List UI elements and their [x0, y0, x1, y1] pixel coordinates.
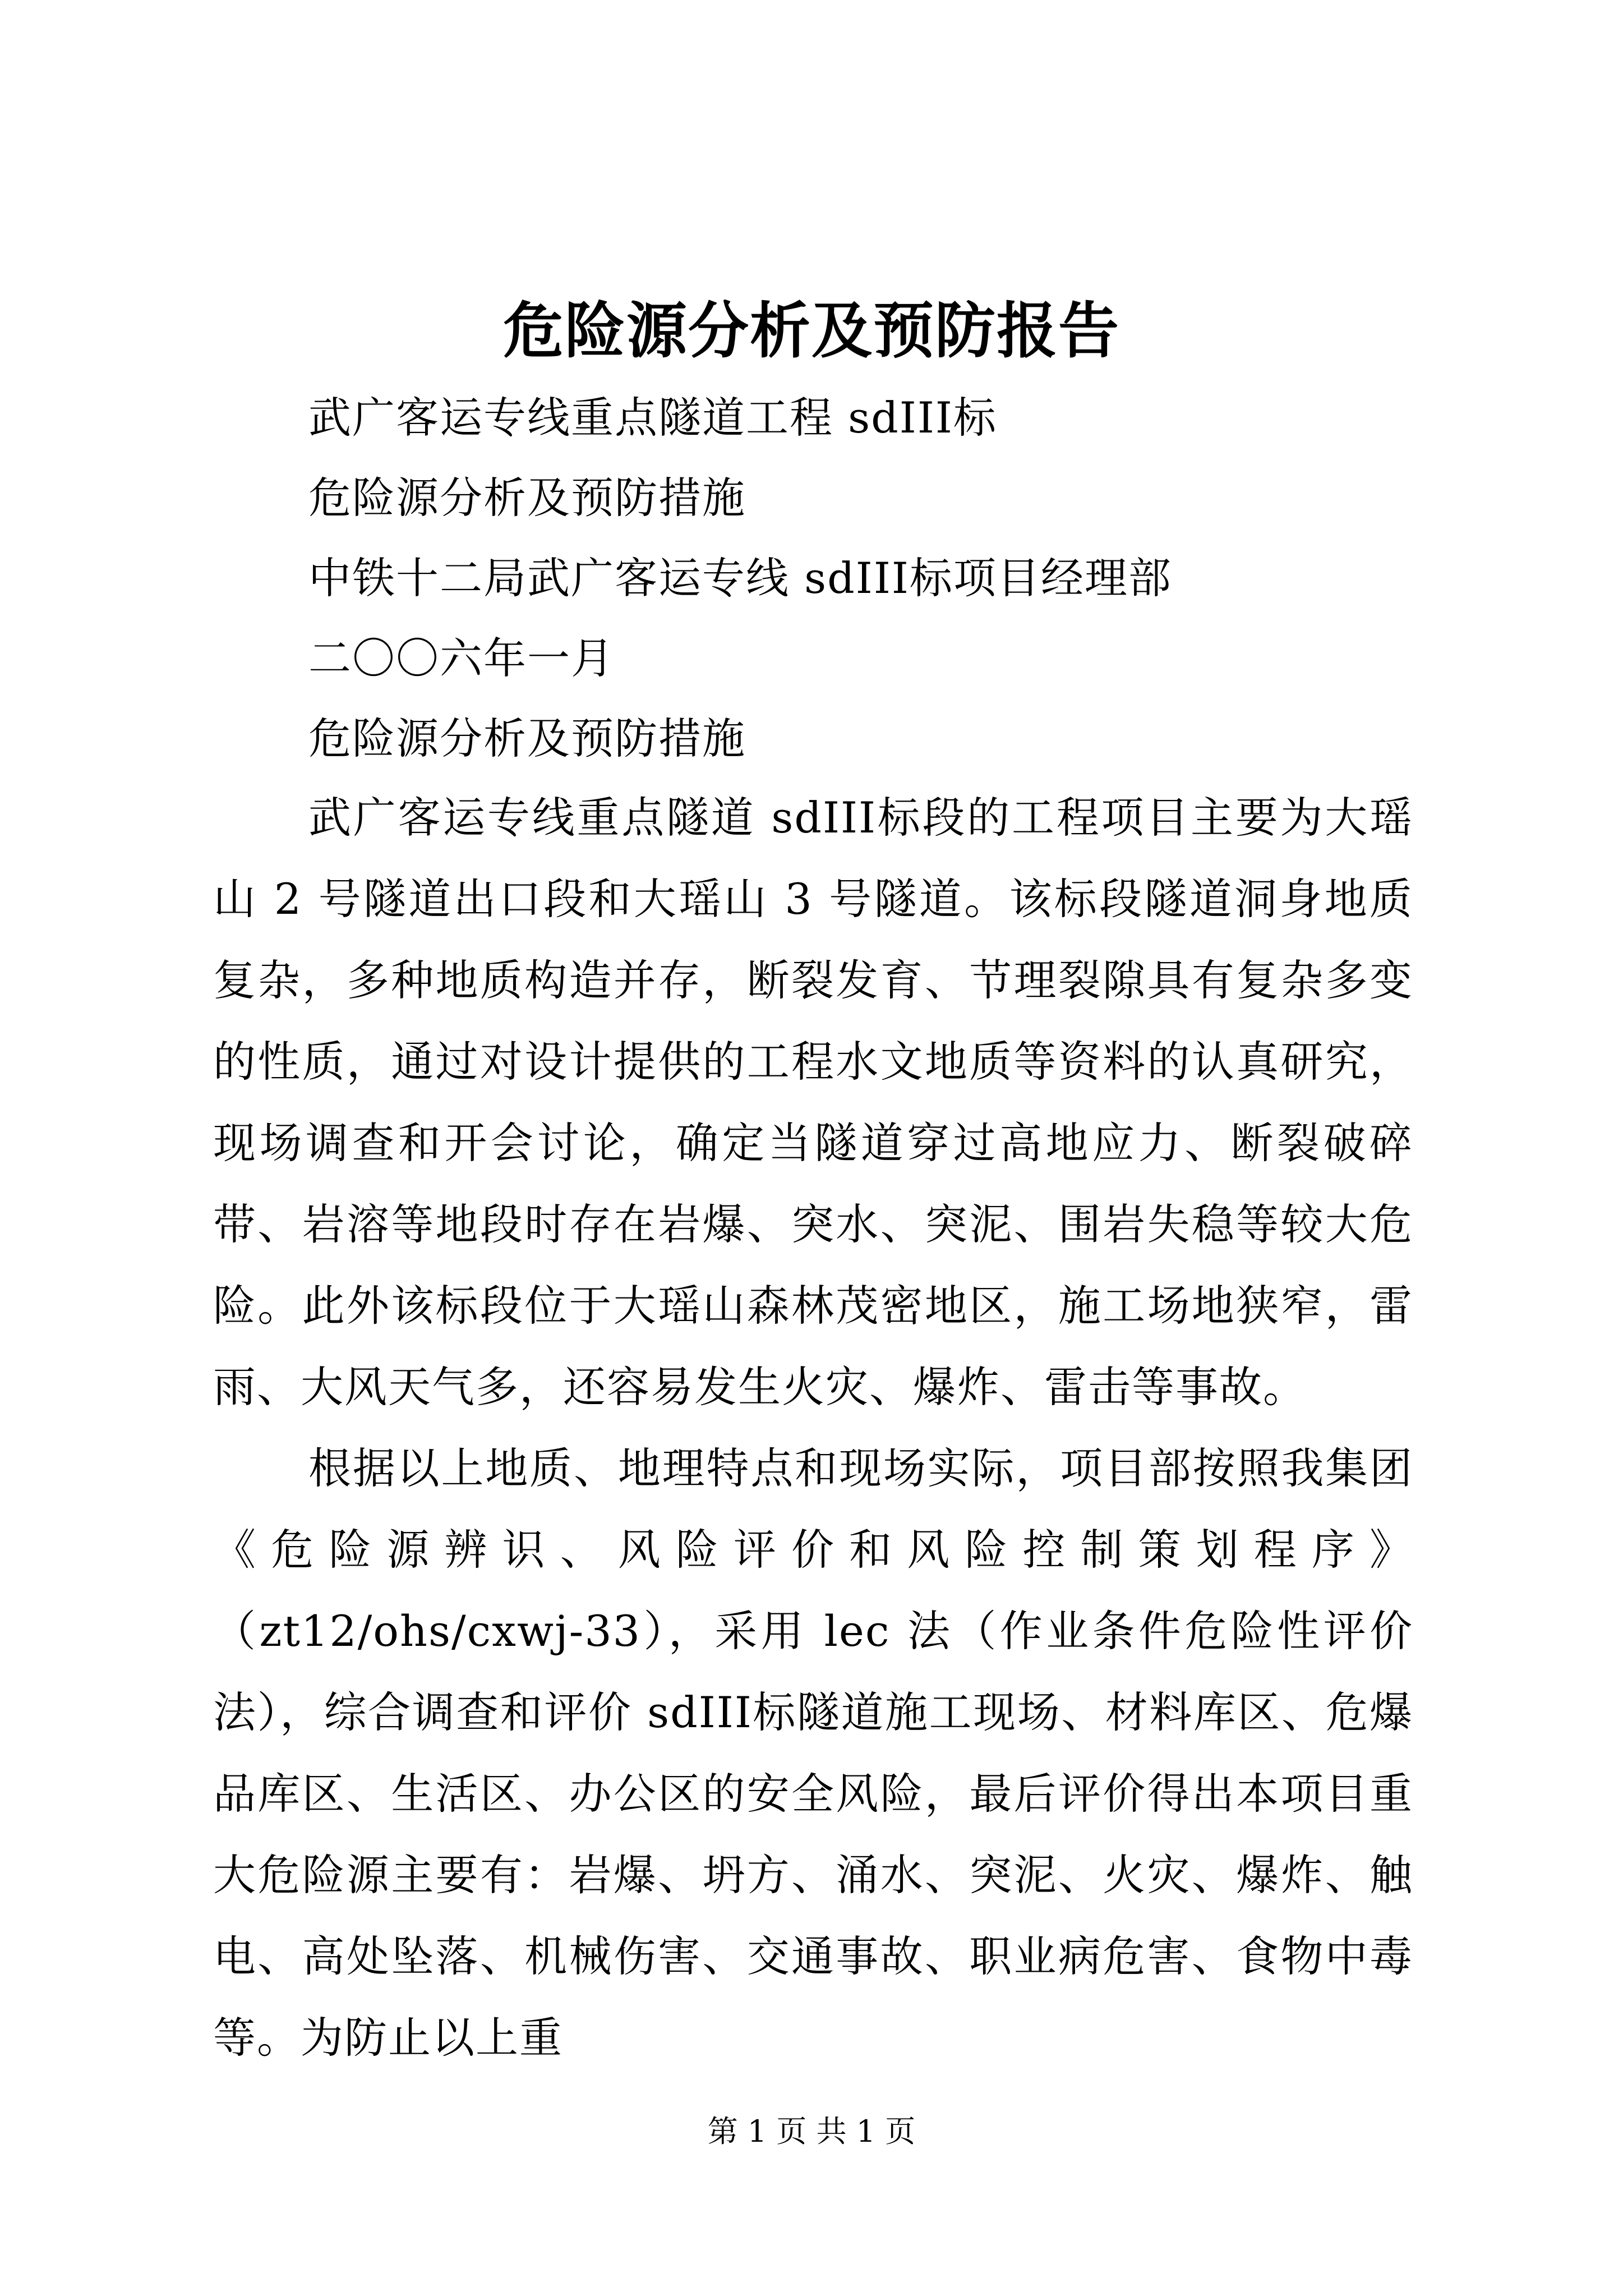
page-number: 第 1 页 共 1 页 — [707, 2114, 916, 2149]
body-paragraph: 根据以上地质、地理特点和现场实际，项目部按照我集团《危险源辨识、风险评价和风险控制策划程序》（zt12/ohs/cxwj-33），采用 lec 法（作业条件危险性评价法），综合调查和评价 sdIII标隧道施工现场、材料库区、危爆品库区、生活区、办公区的安全风险，最后评价得出本项目重大危险源主要有：岩爆、坍方、涌水、突泥、火灾、爆炸、触电、高处坠落、机械伤害、交通事故、职业病危害、食物中毒等。为防止以上重 — [213, 1443, 1413, 2063]
body-paragraph: 武广客运专线重点隧道 sdIII标段的工程项目主要为大瑶山 2 号隧道出口段和大瑶山 3 号隧道。该标段隧道洞身地质复杂，多种地质构造并存，断裂发育、节理裂隙具有复杂多变的性质，通过对设计提供的工程水文地质等资料的认真研究，现场调查和开会讨论，确定当隧道穿过高地应力、断裂破碎带、岩溶等地段时存在岩爆、突水、突泥、围岩失稳等较大危险。此外该标段位于大瑶山森林茂密地区，施工场地狭窄，雷雨、大风天气多，还容易发生火灾、爆炸、雷击等事故。 — [213, 793, 1413, 1412]
subtitle-line: 危险源分析及预防措施 — [308, 473, 746, 523]
organization-line: 中铁十二局武广客运专线 sdIII标项目经理部 — [308, 553, 1172, 603]
document-title: 危险源分析及预防报告 — [502, 296, 1120, 366]
project-name-line: 武广客运专线重点隧道工程 sdIII标 — [308, 393, 997, 443]
section-heading: 危险源分析及预防措施 — [308, 714, 746, 763]
date-line: 二〇〇六年一月 — [308, 633, 615, 683]
